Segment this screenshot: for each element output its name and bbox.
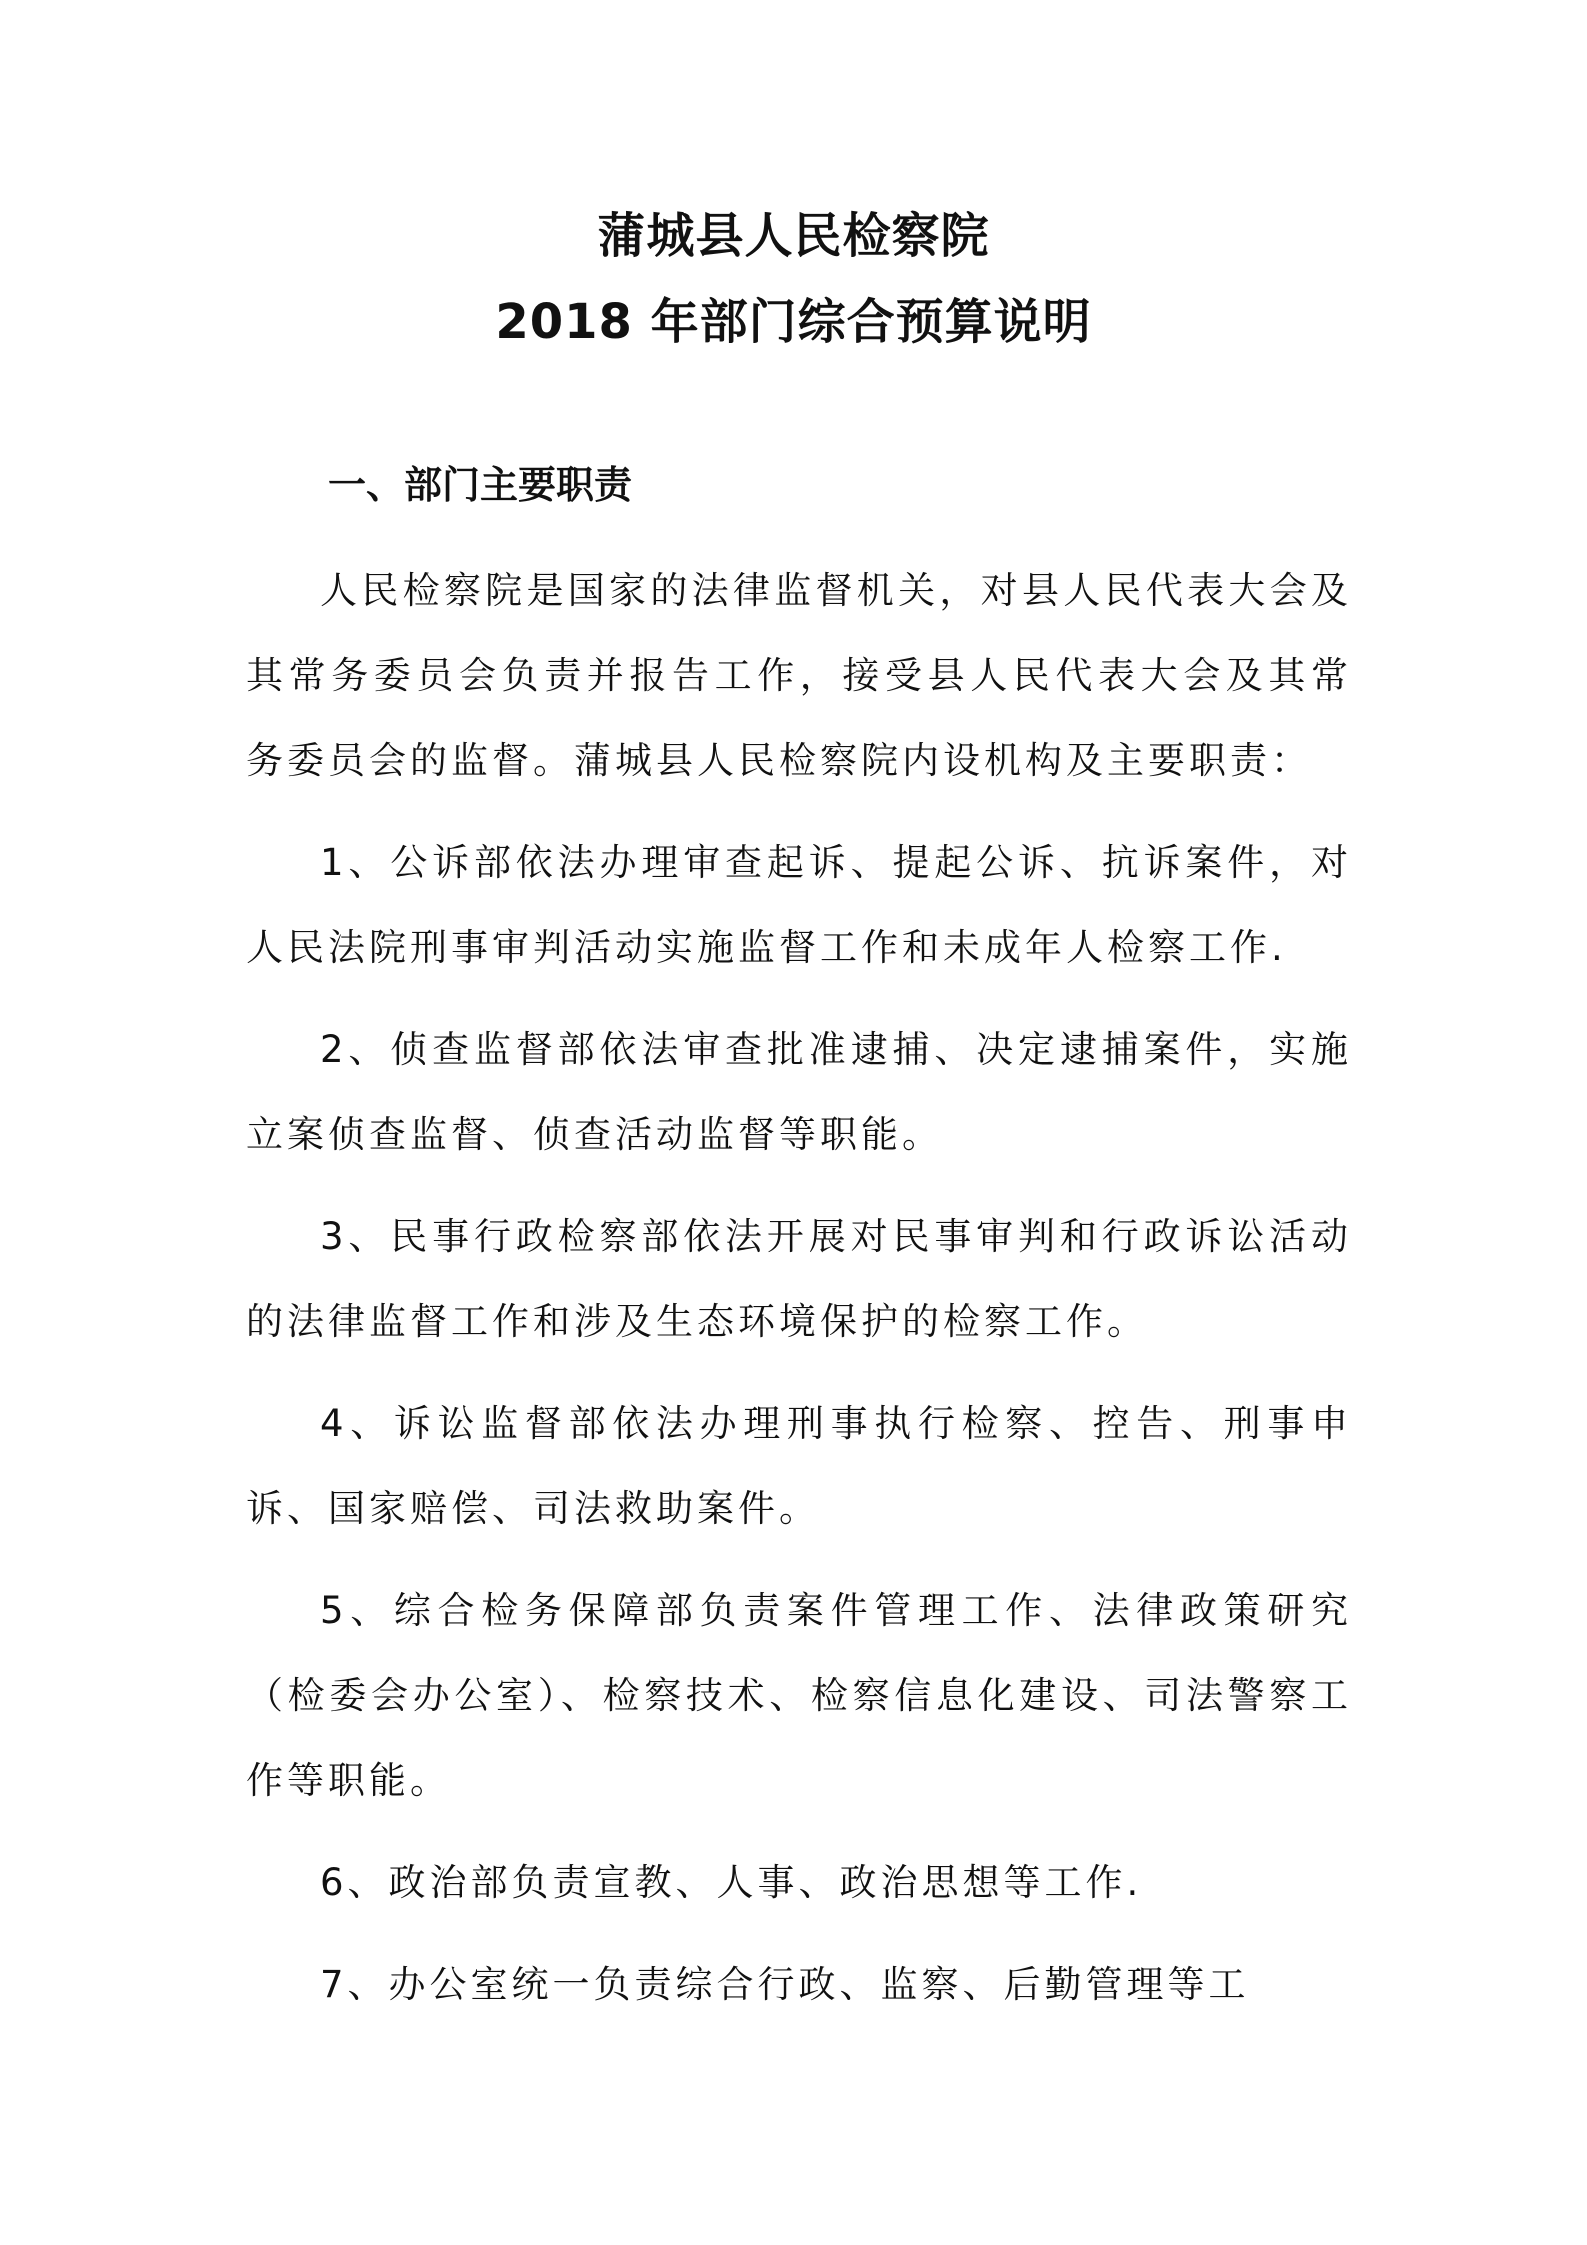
paragraph-intro: 人民检察院是国家的法律监督机关，对县人民代表大会及其常务委员会负责并报告工作，接受县人民代表大会及其常务委员会的监督。蒲城县人民检察院内设机构及主要职责： xyxy=(246,569,1352,782)
paragraph-item-6: 6、政治部负责宣教、人事、政治思想等工作. xyxy=(320,1861,1143,1904)
document-title-line2: 2018 年部门综合预算说明 xyxy=(495,294,1092,350)
document-title-line1: 蒲城县人民检察院 xyxy=(597,208,990,264)
paragraph-item-7: 7、办公室统一负责综合行政、监察、后勤管理等工 xyxy=(320,1963,1250,2006)
paragraph-item-1: 1、公诉部依法办理审查起诉、提起公诉、抗诉案件，对人民法院刑事审判活动实施监督工作和未成年人检察工作. xyxy=(246,841,1352,969)
paragraph-item-3: 3、民事行政检察部依法开展对民事审判和行政诉讼活动的法律监督工作和涉及生态环境保护的检察工作。 xyxy=(246,1215,1352,1343)
paragraph-item-5: 5、综合检务保障部负责案件管理工作、法律政策研究（检委会办公室）、检察技术、检察信息化建设、司法警察工作等职能。 xyxy=(246,1589,1352,1802)
section-heading: 一、部门主要职责 xyxy=(328,463,633,507)
document-body xyxy=(246,548,1352,2027)
paragraph-item-4: 4、诉讼监督部依法办理刑事执行检察、控告、刑事申诉、国家赔偿、司法救助案件。 xyxy=(246,1402,1352,1530)
paragraph-item-2: 2、侦查监督部依法审查批准逮捕、决定逮捕案件，实施立案侦查监督、侦查活动监督等职能。 xyxy=(246,1028,1352,1156)
